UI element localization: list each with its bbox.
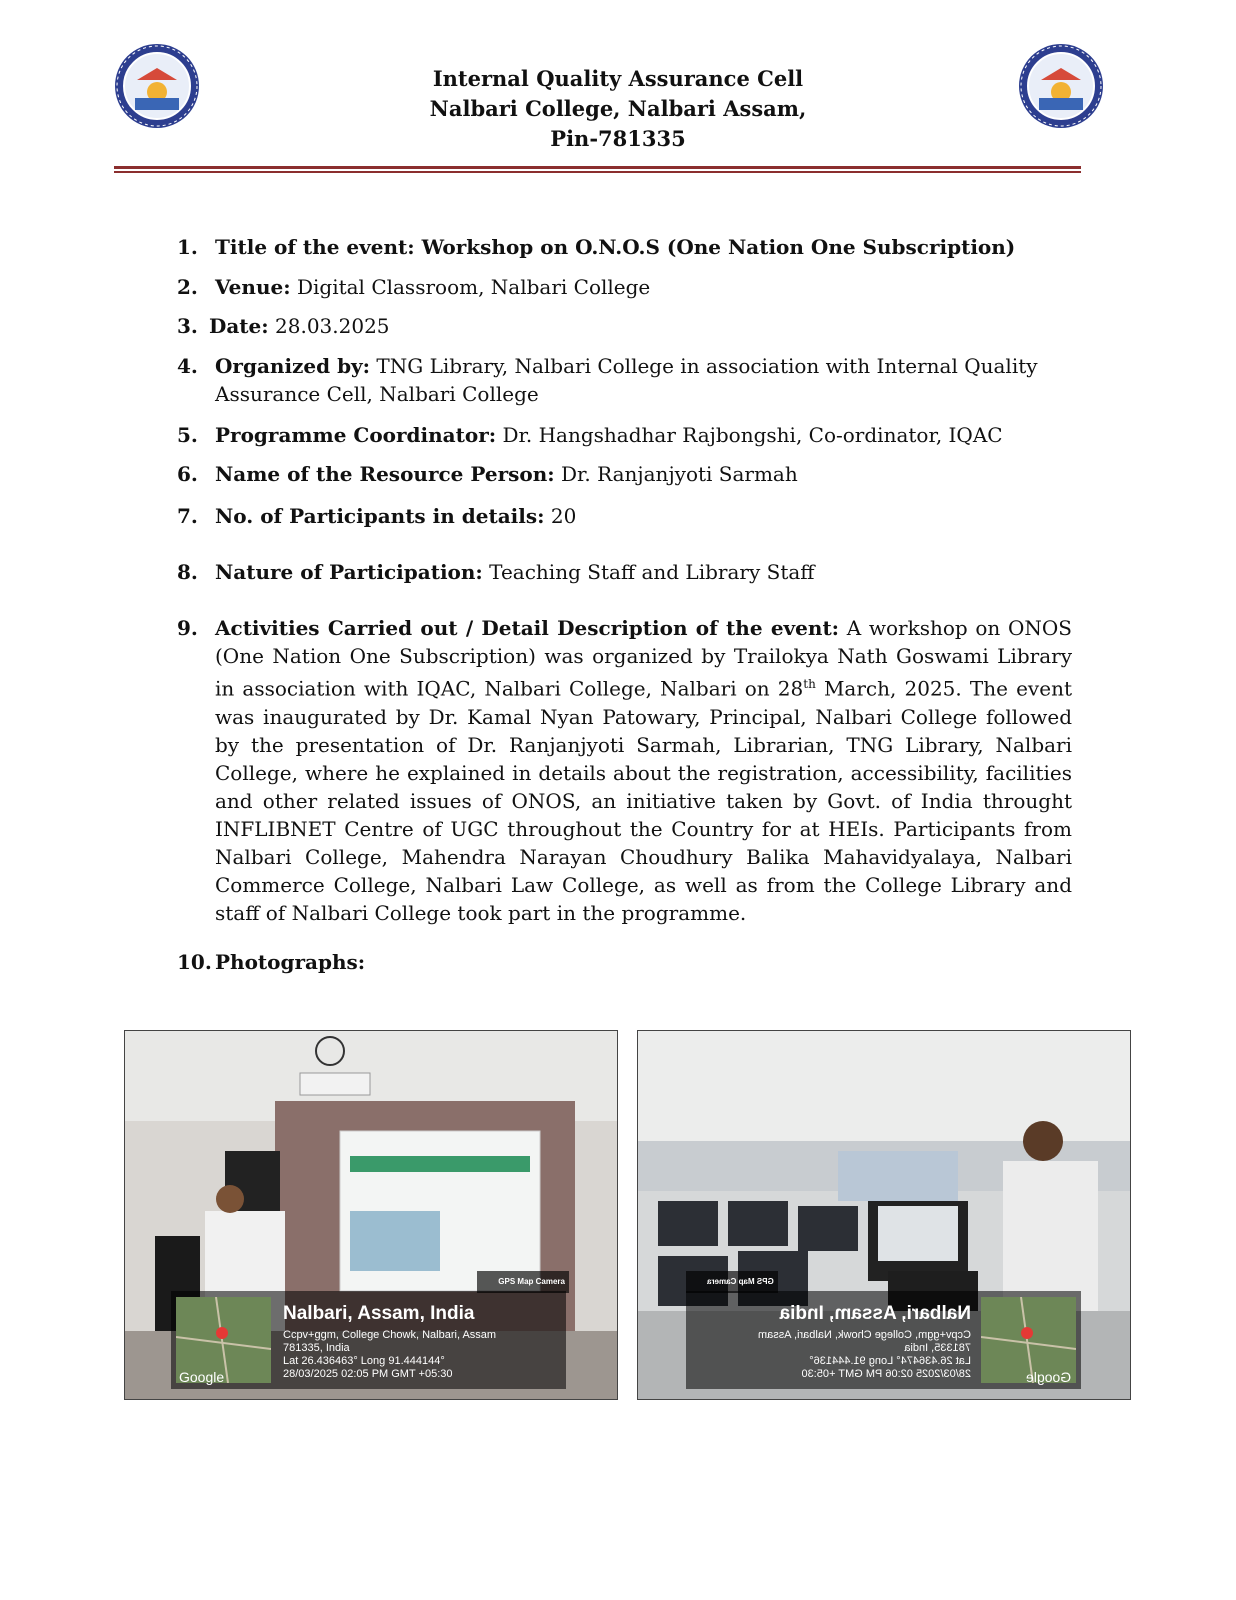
nature-value: Teaching Staff and Library Staff (482, 560, 815, 584)
item-title: 1. Title of the event: Workshop on O.N.O.S (One Nation One Subscription) (177, 235, 1016, 259)
item-coordinator: 5. Programme Coordinator: Dr. Hangshadhar Rajbongshi, Co-ordinator, IQAC (177, 423, 1003, 447)
google-label: Google (1026, 1369, 1072, 1385)
item-photographs: 10. Photographs: (177, 950, 366, 974)
gps-stamp (686, 1291, 1081, 1389)
map-pin-icon (1021, 1327, 1033, 1339)
college-logo-left (113, 42, 201, 130)
organizer-value: TNG Library, Nalbari College in association with Internal Quality Assurance Cell, Nalbari College (215, 354, 1038, 406)
gps-camera-tag: GPS Map Camera (477, 1271, 569, 1293)
coordinator-value: Dr. Hangshadhar Rajbongshi, Co-ordinator, IQAC (496, 423, 1003, 447)
letterhead (318, 64, 918, 154)
gps-stamp (171, 1291, 566, 1389)
address-line-1: Ccpv+ggm, College Chowk, Nalbari, Assam (757, 1329, 971, 1341)
timestamp: 28/03/2025 02:06 PM GMT +05:30 (801, 1368, 971, 1380)
event-title: Title of the event: Workshop on O.N.O.S (One Nation One Subscription) (215, 235, 1016, 259)
google-label: Google (179, 1369, 225, 1385)
header-line-2: Nalbari College, Nalbari Assam, (429, 96, 807, 121)
header-line-1: Internal Quality Assurance Cell (432, 66, 804, 91)
participants-value: 20 (544, 504, 577, 528)
address-line-1: Ccpv+ggm, College Chowk, Nalbari, Assam (283, 1329, 497, 1341)
resource-person-value: Dr. Ranjanjyoti Sarmah (554, 462, 798, 486)
map-pin-icon (216, 1327, 228, 1339)
item-activities: 9. Activities Carried out / Detail Description of the event: A workshop on ONOS (One Nation One Subscription) was organized by Trailokya Nath Goswami Library in association with IQAC, Nalbari College, Nalbari on 28th March, 2025. The event was inaugurated by Dr. Kamal Nyan Patowary, Principal, Nalbari College followed by the presentation of Dr. Ranjanjyoti Sarmah, Librarian, TNG Library, Nalbari College, where he explained in details about the registration, accessibility, facilities and other related issues of ONOS, an initiative taken by Govt. of India throught INFLIBNET Centre of UGC throughout the Country for at HEIs. Participants from Nalbari College, Mahendra Narayan Choudhury Balika Mahavidyalaya, Nalbari Commerce College, Nalbari Law College, as well as from the College Library and staff of Nalbari College took part in the programme. (177, 616, 1072, 925)
item-resource-person: 6. Name of the Resource Person: Dr. Ranjanjyoti Sarmah (177, 462, 798, 486)
address-line-2: 781335, India (904, 1342, 971, 1354)
college-logo-right (1017, 42, 1105, 130)
coordinates: Lat 26.436463° Long 91.444144° (283, 1355, 445, 1367)
workshop-photo-audience (637, 1030, 1131, 1400)
gps-camera-tag: GPS Map Camera (686, 1271, 778, 1293)
coordinates: Lat 26.436474° Long 91.444136° (809, 1355, 971, 1367)
location-name: Nalbari, Assam, India (283, 1303, 475, 1324)
workshop-photo-presenter (124, 1030, 618, 1400)
item-nature: 8. Nature of Participation: Teaching Staff and Library Staff (177, 560, 815, 584)
address-line-2: 781335, India (283, 1342, 350, 1354)
item-organized-by: 4. Organized by: TNG Library, Nalbari College in association with Internal Quality Assurance Cell, Nalbari College (177, 354, 1038, 406)
item-venue: 2. Venue: Digital Classroom, Nalbari College (177, 275, 651, 299)
venue-value: Digital Classroom, Nalbari College (290, 275, 651, 299)
date-value: 28.03.2025 (268, 314, 390, 338)
header-divider-thin (114, 171, 1081, 173)
item-participants: 7. No. of Participants in details: 20 (177, 504, 577, 528)
location-name: Nalbari, Assam, India (779, 1303, 971, 1324)
activities-description: A workshop on ONOS (One Nation One Subscription) was organized by Trailokya Nath Goswami Library in association with IQAC, Nalbari College, Nalbari on 28 (215, 616, 1072, 701)
timestamp: 28/03/2025 02:05 PM GMT +05:30 (283, 1368, 453, 1380)
item-date: 3. Date: 28.03.2025 (177, 314, 390, 338)
header-divider (114, 166, 1081, 169)
header-line-3: Pin-781335 (550, 126, 686, 151)
